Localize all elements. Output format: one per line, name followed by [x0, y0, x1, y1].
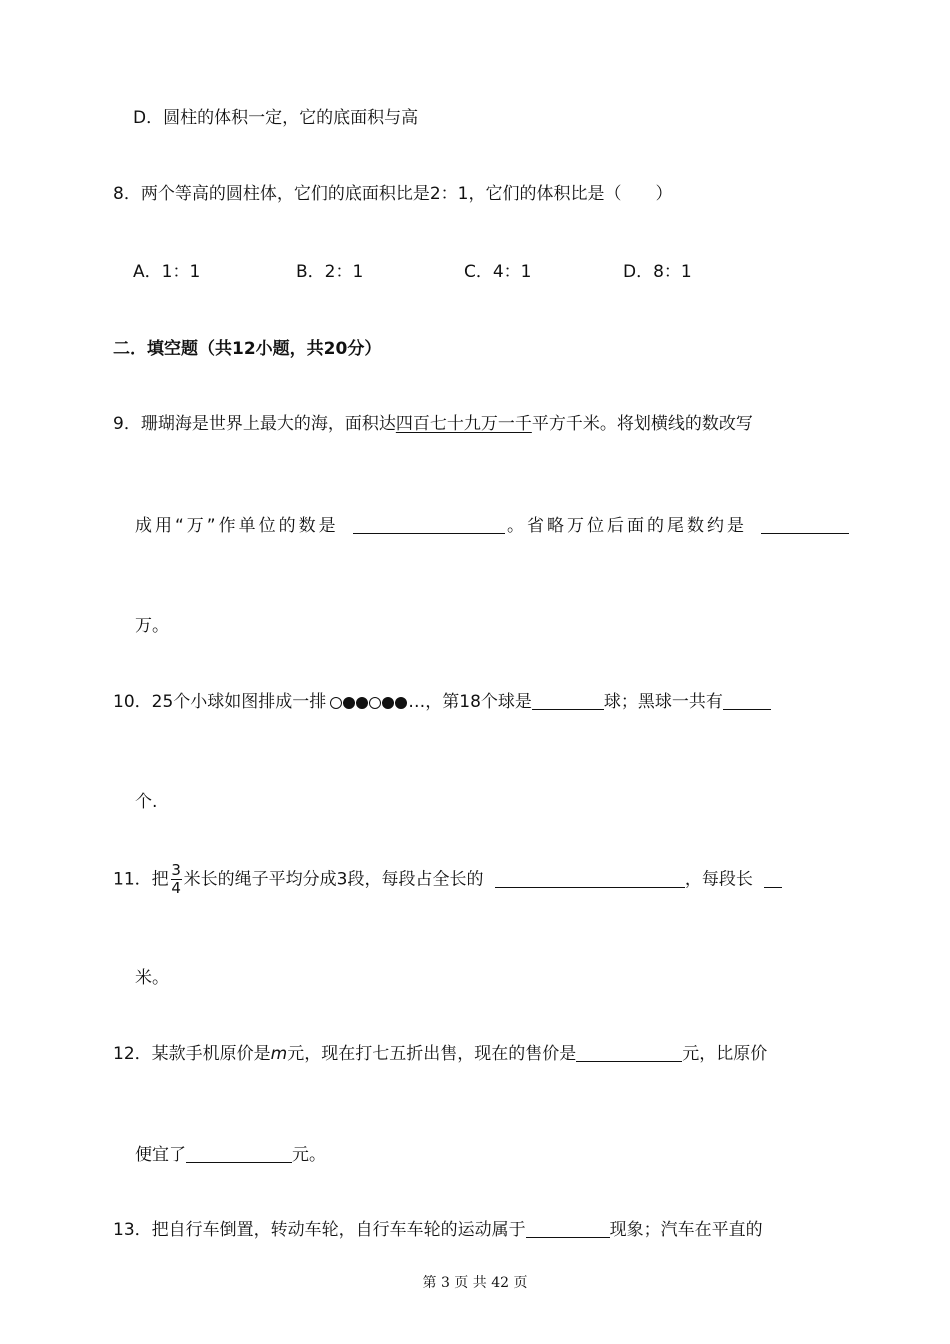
- q8-option-d: D．8：1: [623, 262, 692, 282]
- q8-option-a: A．1：1: [133, 262, 201, 282]
- q13-line1: [113, 1218, 763, 1242]
- black-ball-icon: [343, 697, 355, 709]
- page-footer: 第 3 页 共 42 页: [422, 1275, 528, 1291]
- q12-variable: m: [270, 1044, 288, 1064]
- q8-stem: 8．两个等高的圆柱体，它们的底面积比是2：1，它们的体积比是（ ）: [113, 184, 673, 204]
- q12-line2-b: 元。: [292, 1145, 326, 1165]
- q11-fraction-denominator: 4: [171, 879, 181, 897]
- q11-fraction-numerator: 3: [171, 861, 181, 879]
- q10-line1: [113, 690, 771, 714]
- q11-blank-1[interactable]: [495, 869, 685, 888]
- q12-blank-1[interactable]: [576, 1043, 682, 1062]
- q11-blank-2[interactable]: [764, 869, 782, 888]
- q9-before: 9．珊瑚海是世界上最大的海，面积达: [113, 414, 396, 434]
- q11-line2: 米。: [135, 968, 169, 988]
- q9-after: 平方千米。将划横线的数改写: [531, 414, 753, 434]
- q10-blank-2[interactable]: [723, 691, 771, 710]
- q9-line2-b: 。省略万位后面的尾数约是: [507, 516, 748, 536]
- q12-line1: [113, 1042, 767, 1066]
- q10-line2: 个.: [135, 792, 158, 812]
- section2-heading: 二．填空题（共12小题，共20分）: [113, 339, 382, 359]
- q11-mid: 米长的绳子平均分成3段，每段占全长的: [183, 869, 484, 890]
- q9-line3: 万。: [135, 616, 169, 636]
- q12-line2-a: 便宜了: [135, 1145, 186, 1165]
- q13-after: 现象；汽车在平直的: [609, 1220, 763, 1240]
- black-ball-icon: [356, 697, 368, 709]
- q12-after: 元，比原价: [682, 1044, 768, 1064]
- q11-fraction: [171, 862, 182, 897]
- q7-option-d: D．圆柱的体积一定，它的底面积与高: [133, 108, 419, 128]
- q13-before: 13．把自行车倒置，转动车轮，自行车车轮的运动属于: [113, 1220, 526, 1240]
- white-ball-icon: [330, 697, 342, 709]
- black-ball-icon: [382, 697, 394, 709]
- q12-before: 12．某款手机原价是: [113, 1044, 271, 1064]
- q9-line1: [113, 412, 753, 436]
- q9-line2: [135, 514, 849, 538]
- q8-option-c: C．4：1: [464, 262, 532, 282]
- q9-underlined-number: 四百七十九万一千: [395, 414, 532, 434]
- q11-line1: [113, 862, 782, 897]
- q10-before: 10．25个小球如图排成一排: [113, 692, 327, 712]
- q11-after: ，每段长: [684, 869, 753, 890]
- q9-blank-2[interactable]: [761, 515, 849, 534]
- q10-balls-figure: [330, 697, 408, 709]
- q8-option-b: B．2：1: [296, 262, 364, 282]
- q12-mid: 元，现在打七五折出售，现在的售价是: [287, 1044, 577, 1064]
- q12-blank-2[interactable]: [186, 1144, 292, 1163]
- black-ball-icon: [395, 697, 407, 709]
- q10-blank-1[interactable]: [532, 691, 604, 710]
- q9-line2-a: 成用“万”作单位的数是: [135, 516, 339, 536]
- q10-after-balls: …，第18个球是: [408, 692, 532, 712]
- q10-mid: 球；黑球一共有: [603, 692, 723, 712]
- q11-before: 11．把: [113, 869, 169, 890]
- white-ball-icon: [369, 697, 381, 709]
- q9-blank-1[interactable]: [353, 515, 505, 534]
- q13-blank-1[interactable]: [526, 1219, 610, 1238]
- q12-line2: [135, 1143, 326, 1167]
